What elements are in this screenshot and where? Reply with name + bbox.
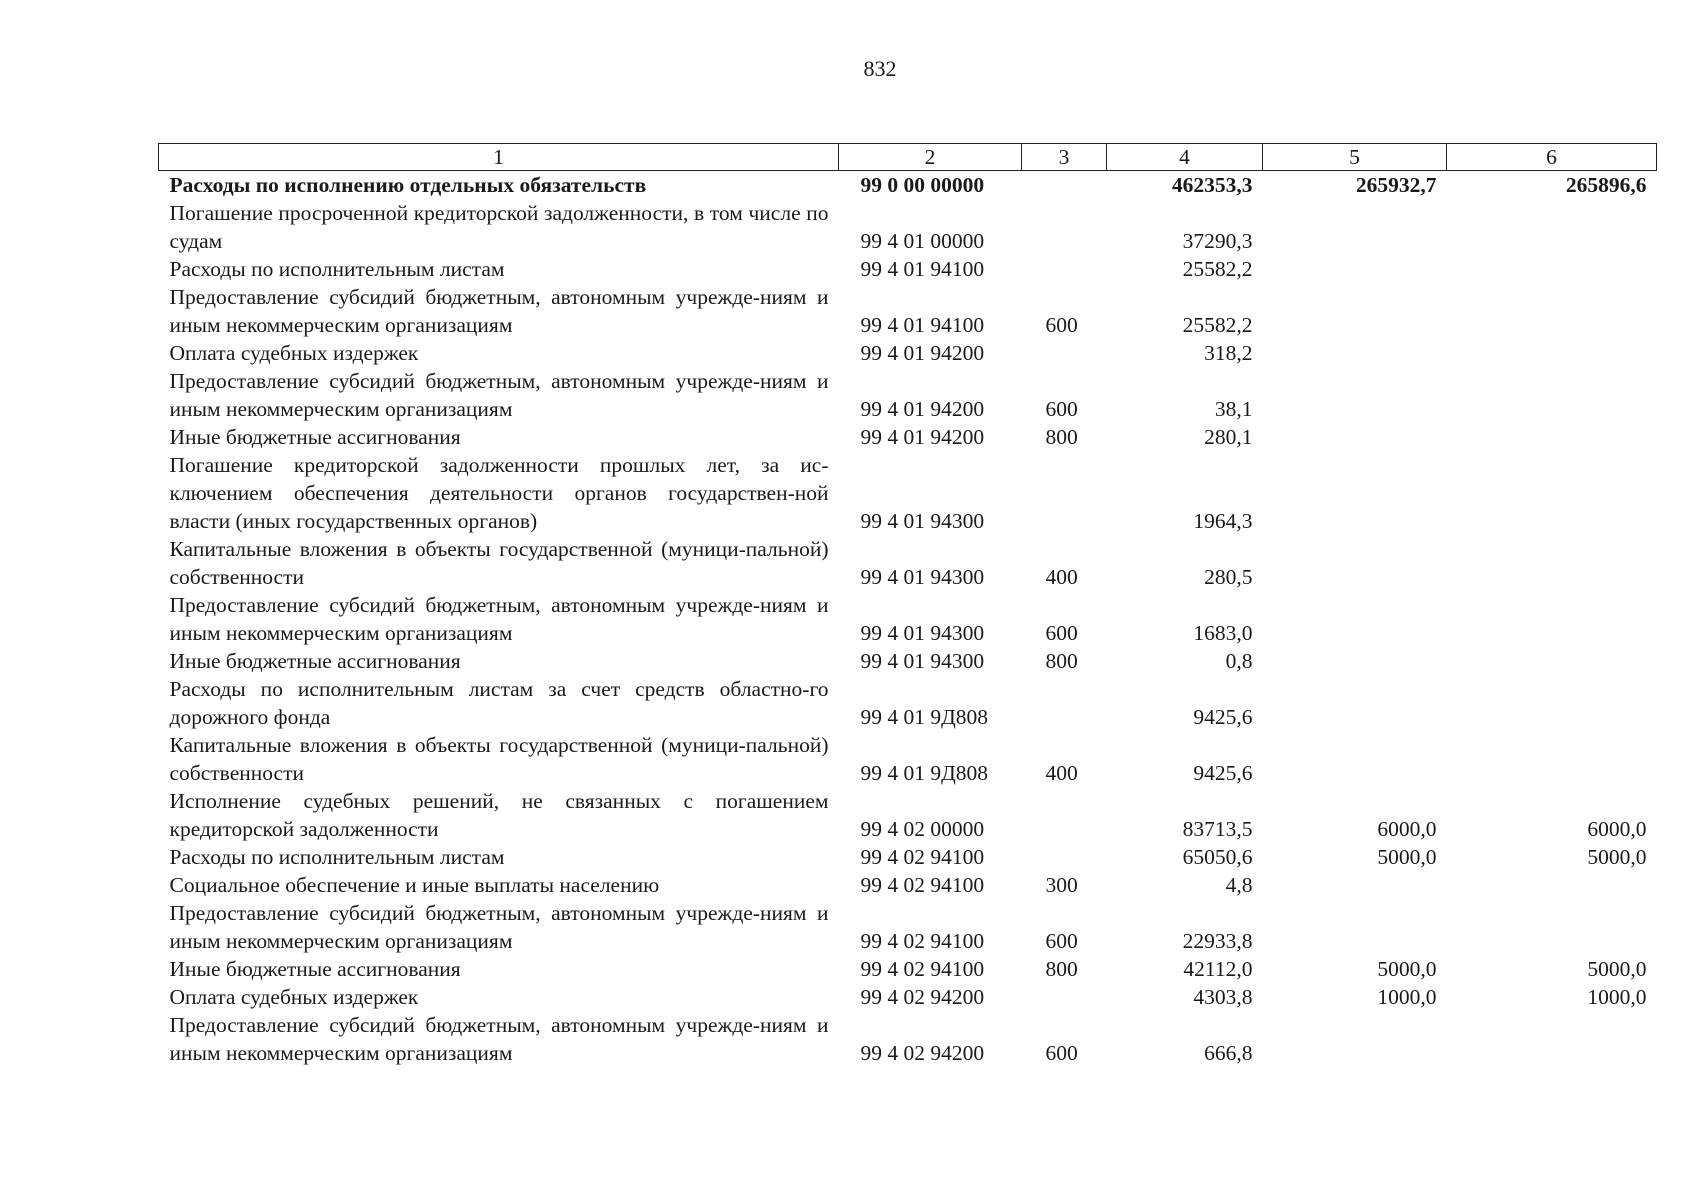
- row-value-col6: [1447, 283, 1657, 339]
- row-code: 99 4 01 94200: [860, 341, 985, 365]
- table-row: [159, 983, 1657, 1011]
- row-value-col5: 1000,0: [1377, 985, 1437, 1009]
- row-value-col6: 1000,0: [1587, 985, 1647, 1009]
- row-name: Иные бюджетные ассигнования: [169, 649, 461, 673]
- row-expense-type: [1022, 983, 1107, 1011]
- table-row: [159, 955, 1657, 983]
- row-expense-type: 400: [1045, 565, 1078, 589]
- row-value-col4: 38,1: [1214, 397, 1253, 421]
- table-body: [159, 171, 1657, 1068]
- row-name: Предоставление субсидий бюджетным, автономным учрежде-ниям и иным некоммерческим организациям: [169, 1013, 829, 1065]
- header-col-6: 6: [1447, 144, 1657, 171]
- row-code: 99 4 01 00000: [860, 229, 985, 253]
- row-value-col4: 65050,6: [1182, 845, 1253, 869]
- row-value-col5: [1263, 451, 1447, 535]
- row-value-col6: [1447, 675, 1657, 731]
- row-code: 99 4 01 94300: [860, 649, 985, 673]
- row-code: 99 4 01 9Д808: [860, 761, 989, 785]
- row-value-col6: [1447, 339, 1657, 367]
- row-value-col6: 5000,0: [1587, 957, 1647, 981]
- row-code: 99 4 02 94200: [860, 1041, 985, 1065]
- row-code: 99 4 01 94300: [860, 509, 985, 533]
- row-expense-type: [1022, 787, 1107, 843]
- row-value-col4: 462353,3: [1171, 173, 1253, 197]
- row-value-col4: 666,8: [1204, 1041, 1253, 1065]
- row-value-col4: 9425,6: [1193, 761, 1253, 785]
- row-code: 99 4 01 94100: [860, 257, 985, 281]
- row-value-col6: [1447, 451, 1657, 535]
- row-code: 99 4 02 94200: [860, 985, 985, 1009]
- row-expense-type: 600: [1045, 929, 1078, 953]
- row-expense-type: 800: [1045, 649, 1078, 673]
- row-value-col5: 5000,0: [1377, 845, 1437, 869]
- row-code: 99 4 01 9Д808: [860, 705, 989, 729]
- table-row: [159, 899, 1657, 955]
- row-value-col6: [1447, 199, 1657, 255]
- row-code: 99 4 01 94200: [860, 397, 985, 421]
- row-value-col5: [1263, 423, 1447, 451]
- row-value-col6: [1447, 899, 1657, 955]
- row-value-col4: 0,8: [1225, 649, 1253, 673]
- row-name: Оплата судебных издержек: [169, 985, 419, 1009]
- row-value-col5: [1263, 871, 1447, 899]
- row-code: 99 4 01 94100: [860, 313, 985, 337]
- row-expense-type: 400: [1045, 761, 1078, 785]
- header-row: [159, 144, 1657, 171]
- row-expense-type: [1022, 255, 1107, 283]
- table-row: [159, 787, 1657, 843]
- row-value-col6: 5000,0: [1587, 845, 1647, 869]
- table-row: [159, 283, 1657, 339]
- table-row: [159, 647, 1657, 675]
- header-col-3: 3: [1022, 144, 1107, 171]
- row-name: Погашение просроченной кредиторской задолженности, в том числе по судам: [169, 201, 829, 253]
- row-code: 99 4 02 94100: [860, 929, 985, 953]
- row-name: Расходы по исполнению отдельных обязательств: [169, 173, 647, 197]
- row-name: Погашение кредиторской задолженности прошлых лет, за ис-ключением обеспечения деятельности органов государствен-ной власти (иных государственных органов): [169, 453, 829, 533]
- row-name: Капитальные вложения в объекты государственной (муници-пальной) собственности: [169, 733, 829, 785]
- row-name: Исполнение судебных решений, не связанных с погашением кредиторской задолженности: [169, 789, 829, 841]
- row-expense-type: [1022, 843, 1107, 871]
- row-code: 99 4 02 94100: [860, 957, 985, 981]
- row-value-col5: [1263, 1011, 1447, 1067]
- row-name: Капитальные вложения в объекты государственной (муници-пальной) собственности: [169, 537, 829, 589]
- row-name: Иные бюджетные ассигнования: [169, 425, 461, 449]
- row-value-col5: [1263, 591, 1447, 647]
- row-value-col5: 6000,0: [1377, 817, 1437, 841]
- row-name: Расходы по исполнительным листам за счет средств областно-го дорожного фонда: [169, 677, 829, 729]
- table-row: [159, 591, 1657, 647]
- row-value-col4: 37290,3: [1182, 229, 1253, 253]
- table-row: [159, 675, 1657, 731]
- header-col-2: 2: [839, 144, 1022, 171]
- row-value-col4: 25582,2: [1182, 257, 1253, 281]
- row-code: 99 4 01 94300: [860, 565, 985, 589]
- row-value-col6: 6000,0: [1587, 817, 1647, 841]
- row-expense-type: 300: [1045, 873, 1078, 897]
- row-value-col6: [1447, 1011, 1657, 1067]
- table-row: [159, 367, 1657, 423]
- row-name: Предоставление субсидий бюджетным, автономным учрежде-ниям и иным некоммерческим организациям: [169, 369, 829, 421]
- row-value-col6: 265896,6: [1565, 173, 1647, 197]
- table-row: [159, 423, 1657, 451]
- row-value-col5: [1263, 367, 1447, 423]
- row-value-col4: 42112,0: [1183, 957, 1253, 981]
- row-value-col5: [1263, 899, 1447, 955]
- row-expense-type: 600: [1045, 313, 1078, 337]
- row-value-col4: 4303,8: [1193, 985, 1253, 1009]
- table-row: [159, 451, 1657, 535]
- row-expense-type: 800: [1045, 957, 1078, 981]
- row-code: 99 4 02 94100: [860, 845, 985, 869]
- row-value-col4: 1683,0: [1193, 621, 1253, 645]
- row-name: Иные бюджетные ассигнования: [169, 957, 461, 981]
- row-expense-type: [1022, 171, 1107, 200]
- row-expense-type: 600: [1045, 397, 1078, 421]
- row-value-col5: [1263, 675, 1447, 731]
- table-row: [159, 1011, 1657, 1067]
- row-value-col4: 9425,6: [1193, 705, 1253, 729]
- row-value-col5: [1263, 535, 1447, 591]
- row-value-col6: [1447, 255, 1657, 283]
- row-expense-type: [1022, 675, 1107, 731]
- row-name: Оплата судебных издержек: [169, 341, 419, 365]
- row-code: 99 0 00 00000: [860, 173, 985, 197]
- row-value-col6: [1447, 423, 1657, 451]
- row-value-col6: [1447, 367, 1657, 423]
- table-row: [159, 871, 1657, 899]
- row-value-col4: 83713,5: [1182, 817, 1253, 841]
- row-value-col6: [1447, 871, 1657, 899]
- row-expense-type: 800: [1045, 425, 1078, 449]
- table-row: [159, 535, 1657, 591]
- row-value-col5: 265932,7: [1355, 173, 1437, 197]
- table-row: [159, 199, 1657, 255]
- page-number: 832: [863, 56, 897, 81]
- row-value-col4: 1964,3: [1193, 509, 1253, 533]
- row-value-col5: [1263, 339, 1447, 367]
- row-code: 99 4 01 94200: [860, 425, 985, 449]
- row-value-col6: [1447, 591, 1657, 647]
- row-value-col4: 280,5: [1204, 565, 1253, 589]
- row-value-col6: [1447, 647, 1657, 675]
- row-name: Расходы по исполнительным листам: [169, 845, 505, 869]
- row-value-col4: 280,1: [1204, 425, 1253, 449]
- row-code: 99 4 02 94100: [860, 873, 985, 897]
- header-col-4: 4: [1107, 144, 1263, 171]
- row-name: Социальное обеспечение и иные выплаты населению: [169, 873, 660, 897]
- row-value-col4: 22933,8: [1182, 929, 1253, 953]
- table-row: [159, 731, 1657, 787]
- table-row: [159, 339, 1657, 367]
- header-col-5: 5: [1263, 144, 1447, 171]
- row-value-col5: 5000,0: [1377, 957, 1437, 981]
- row-expense-type: [1022, 199, 1107, 255]
- row-value-col6: [1447, 731, 1657, 787]
- row-name: Предоставление субсидий бюджетным, автономным учрежде-ниям и иным некоммерческим организациям: [169, 593, 829, 645]
- row-value-col4: 4,8: [1225, 873, 1253, 897]
- row-code: 99 4 01 94300: [860, 621, 985, 645]
- table-row: [159, 255, 1657, 283]
- header-col-1: 1: [159, 144, 839, 171]
- row-name: Предоставление субсидий бюджетным, автономным учрежде-ниям и иным некоммерческим организациям: [169, 901, 829, 953]
- table-row: [159, 843, 1657, 871]
- row-value-col5: [1263, 255, 1447, 283]
- row-value-col4: 25582,2: [1182, 313, 1253, 337]
- row-expense-type: [1022, 339, 1107, 367]
- row-value-col5: [1263, 647, 1447, 675]
- row-expense-type: 600: [1045, 1041, 1078, 1065]
- row-name: Предоставление субсидий бюджетным, автономным учрежде-ниям и иным некоммерческим организациям: [169, 285, 829, 337]
- budget-table: [158, 143, 1657, 1067]
- row-value-col6: [1447, 535, 1657, 591]
- row-expense-type: 600: [1045, 621, 1078, 645]
- table-row: [159, 171, 1657, 200]
- row-value-col5: [1263, 283, 1447, 339]
- row-value-col5: [1263, 199, 1447, 255]
- row-value-col5: [1263, 731, 1447, 787]
- row-name: Расходы по исполнительным листам: [169, 257, 505, 281]
- row-code: 99 4 02 00000: [860, 817, 985, 841]
- row-value-col4: 318,2: [1204, 341, 1253, 365]
- row-expense-type: [1022, 451, 1107, 535]
